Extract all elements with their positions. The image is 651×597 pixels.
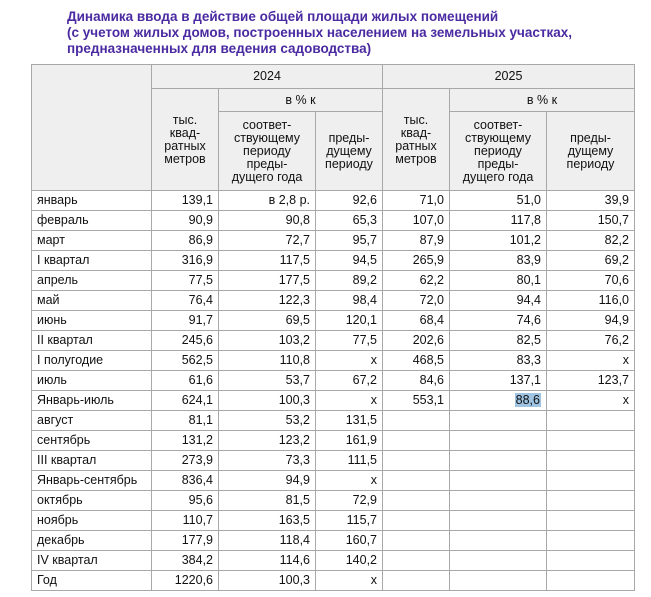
table-cell[interactable]: 202,6 bbox=[383, 331, 450, 351]
table-cell[interactable]: x bbox=[316, 391, 383, 411]
table-cell[interactable] bbox=[547, 471, 635, 491]
table-cell[interactable]: 61,6 bbox=[152, 371, 219, 391]
table-cell[interactable]: 92,6 bbox=[316, 191, 383, 211]
table-cell[interactable]: 100,3 bbox=[219, 391, 316, 411]
table-cell[interactable]: 77,5 bbox=[316, 331, 383, 351]
table-cell[interactable]: 98,4 bbox=[316, 291, 383, 311]
table-cell[interactable]: 114,6 bbox=[219, 551, 316, 571]
table-cell[interactable]: 177,5 bbox=[219, 271, 316, 291]
table-row bbox=[32, 491, 635, 511]
table-cell[interactable] bbox=[547, 451, 635, 471]
row-label[interactable]: январь bbox=[32, 191, 152, 211]
table-cell[interactable]: 316,9 bbox=[152, 251, 219, 271]
table-cell[interactable]: 69,5 bbox=[219, 311, 316, 331]
row-label[interactable]: III квартал bbox=[32, 451, 152, 471]
table-row bbox=[32, 411, 635, 431]
row-label[interactable]: сентябрь bbox=[32, 431, 152, 451]
table-row bbox=[32, 371, 635, 391]
title-line: предназначенных для ведения садоводства) bbox=[67, 41, 372, 56]
table-row bbox=[32, 251, 635, 271]
row-label[interactable]: I квартал bbox=[32, 251, 152, 271]
table-cell[interactable]: 53,2 bbox=[219, 411, 316, 431]
table-cell[interactable]: 80,1 bbox=[450, 271, 547, 291]
table-cell[interactable]: 72,7 bbox=[219, 231, 316, 251]
table-cell[interactable]: x bbox=[316, 571, 383, 591]
row-label[interactable]: II квартал bbox=[32, 331, 152, 351]
table-cell[interactable]: 70,6 bbox=[547, 271, 635, 291]
table-cell[interactable] bbox=[383, 451, 450, 471]
table-cell[interactable]: 131,5 bbox=[316, 411, 383, 431]
table-cell[interactable]: 95,6 bbox=[152, 491, 219, 511]
table-cell[interactable]: 94,4 bbox=[450, 291, 547, 311]
header-pct-2025: в % к bbox=[450, 89, 635, 112]
table-cell[interactable] bbox=[450, 551, 547, 571]
table-row bbox=[32, 451, 635, 471]
table-cell[interactable] bbox=[383, 511, 450, 531]
table-row bbox=[32, 351, 635, 371]
selected-cell-text: 88,6 bbox=[515, 393, 540, 407]
table-cell[interactable] bbox=[547, 551, 635, 571]
header-pct-2024: в % к bbox=[219, 89, 383, 112]
table-cell[interactable] bbox=[450, 531, 547, 551]
table-cell[interactable]: 71,0 bbox=[383, 191, 450, 211]
table-cell[interactable]: 836,4 bbox=[152, 471, 219, 491]
table-row bbox=[32, 331, 635, 351]
table-cell[interactable]: 81,1 bbox=[152, 411, 219, 431]
table-row bbox=[32, 231, 635, 251]
table-cell[interactable]: 107,0 bbox=[383, 211, 450, 231]
table-cell[interactable]: 139,1 bbox=[152, 191, 219, 211]
table-row bbox=[32, 511, 635, 531]
header-same-period-2025: соответ- ствующему периоду преды- дущего года bbox=[450, 112, 547, 191]
table-cell[interactable]: в 2,8 р. bbox=[219, 191, 316, 211]
row-label[interactable]: февраль bbox=[32, 211, 152, 231]
table-cell[interactable]: 82,5 bbox=[450, 331, 547, 351]
table-cell[interactable]: 76,2 bbox=[547, 331, 635, 351]
row-label[interactable]: IV квартал bbox=[32, 551, 152, 571]
table-cell[interactable] bbox=[547, 431, 635, 451]
row-label[interactable]: Год bbox=[32, 571, 152, 591]
row-label[interactable]: март bbox=[32, 231, 152, 251]
table-cell[interactable]: 100,3 bbox=[219, 571, 316, 591]
table-cell[interactable] bbox=[547, 571, 635, 591]
title-line: Динамика ввода в действие общей площади жилых помещений bbox=[67, 9, 499, 24]
table-cell[interactable]: 122,3 bbox=[219, 291, 316, 311]
table-cell[interactable]: 624,1 bbox=[152, 391, 219, 411]
table-cell[interactable]: 103,2 bbox=[219, 331, 316, 351]
table-cell[interactable]: 553,1 bbox=[383, 391, 450, 411]
table-cell[interactable]: 72,0 bbox=[383, 291, 450, 311]
table-cell[interactable]: 87,9 bbox=[383, 231, 450, 251]
table-cell[interactable]: x bbox=[547, 391, 635, 411]
table-row bbox=[32, 471, 635, 491]
table-cell[interactable]: 137,1 bbox=[450, 371, 547, 391]
table-cell[interactable] bbox=[383, 431, 450, 451]
table-cell[interactable]: 123,7 bbox=[547, 371, 635, 391]
header-units-2024: тыс. квад- ратных метров bbox=[152, 89, 219, 191]
table-cell[interactable]: 90,9 bbox=[152, 211, 219, 231]
header-row-years bbox=[32, 65, 635, 89]
table-cell[interactable]: 110,8 bbox=[219, 351, 316, 371]
table-cell[interactable]: 111,5 bbox=[316, 451, 383, 471]
table-cell[interactable] bbox=[450, 411, 547, 431]
table-cell[interactable] bbox=[450, 471, 547, 491]
table-cell[interactable] bbox=[383, 531, 450, 551]
row-label[interactable]: апрель bbox=[32, 271, 152, 291]
table-cell[interactable] bbox=[450, 511, 547, 531]
table-cell[interactable] bbox=[547, 511, 635, 531]
table-cell[interactable] bbox=[547, 491, 635, 511]
table-cell[interactable]: 273,9 bbox=[152, 451, 219, 471]
table-cell[interactable]: 83,9 bbox=[450, 251, 547, 271]
table-cell[interactable]: 161,9 bbox=[316, 431, 383, 451]
row-label[interactable]: Январь-сентябрь bbox=[32, 471, 152, 491]
table-cell[interactable]: 123,2 bbox=[219, 431, 316, 451]
table-cell[interactable]: 245,6 bbox=[152, 331, 219, 351]
table-cell[interactable]: 72,9 bbox=[316, 491, 383, 511]
header-year-2025: 2025 bbox=[383, 65, 635, 89]
table-cell[interactable]: 67,2 bbox=[316, 371, 383, 391]
header-year-2024: 2024 bbox=[152, 65, 383, 89]
row-label[interactable]: август bbox=[32, 411, 152, 431]
table-cell[interactable]: 265,9 bbox=[383, 251, 450, 271]
header-corner-cell bbox=[32, 65, 152, 191]
table-cell[interactable] bbox=[450, 431, 547, 451]
row-label[interactable]: декабрь bbox=[32, 531, 152, 551]
table-cell[interactable]: 69,2 bbox=[547, 251, 635, 271]
table-cell[interactable]: 160,7 bbox=[316, 531, 383, 551]
table-cell[interactable]: 68,4 bbox=[383, 311, 450, 331]
header-same-period-2024: соответ- ствующему периоду преды- дущего года bbox=[219, 112, 316, 191]
table-cell[interactable]: 83,3 bbox=[450, 351, 547, 371]
table-cell[interactable]: 81,5 bbox=[219, 491, 316, 511]
table-cell[interactable]: 177,9 bbox=[152, 531, 219, 551]
table-cell[interactable] bbox=[450, 571, 547, 591]
table-cell[interactable]: 94,5 bbox=[316, 251, 383, 271]
row-label[interactable]: ноябрь bbox=[32, 511, 152, 531]
table-cell[interactable]: x bbox=[316, 471, 383, 491]
table-cell[interactable]: 163,5 bbox=[219, 511, 316, 531]
table-cell[interactable]: 53,7 bbox=[219, 371, 316, 391]
header-units-2025: тыс. квад- ратных метров bbox=[383, 89, 450, 191]
table-cell[interactable]: 51,0 bbox=[450, 191, 547, 211]
table-row bbox=[32, 291, 635, 311]
table-cell[interactable]: x bbox=[547, 351, 635, 371]
table-cell[interactable]: 150,7 bbox=[547, 211, 635, 231]
table-cell[interactable]: 74,6 bbox=[450, 311, 547, 331]
table-cell[interactable]: x bbox=[316, 351, 383, 371]
table-cell[interactable]: 39,9 bbox=[547, 191, 635, 211]
table-row bbox=[32, 571, 635, 591]
table-cell[interactable]: 89,2 bbox=[316, 271, 383, 291]
table-cell[interactable]: 140,2 bbox=[316, 551, 383, 571]
row-label[interactable]: июль bbox=[32, 371, 152, 391]
table-row bbox=[32, 431, 635, 451]
table-cell[interactable]: 116,0 bbox=[547, 291, 635, 311]
table-cell[interactable]: 86,9 bbox=[152, 231, 219, 251]
table-cell[interactable]: 94,9 bbox=[219, 471, 316, 491]
table-cell[interactable]: 77,5 bbox=[152, 271, 219, 291]
table-title bbox=[67, 9, 647, 57]
table-cell[interactable]: 468,5 bbox=[383, 351, 450, 371]
table-cell[interactable] bbox=[547, 531, 635, 551]
table-cell[interactable]: 117,5 bbox=[219, 251, 316, 271]
table-cell[interactable]: 95,7 bbox=[316, 231, 383, 251]
table-cell[interactable]: 120,1 bbox=[316, 311, 383, 331]
selected-cell[interactable] bbox=[450, 391, 547, 411]
table-cell[interactable] bbox=[383, 571, 450, 591]
table-cell[interactable]: 118,4 bbox=[219, 531, 316, 551]
table-cell[interactable]: 91,7 bbox=[152, 311, 219, 331]
table-row bbox=[32, 551, 635, 571]
table-cell[interactable]: 562,5 bbox=[152, 351, 219, 371]
table-cell[interactable] bbox=[383, 551, 450, 571]
table-cell[interactable]: 90,8 bbox=[219, 211, 316, 231]
table-cell[interactable]: 84,6 bbox=[383, 371, 450, 391]
table-cell[interactable] bbox=[383, 471, 450, 491]
table-cell[interactable]: 131,2 bbox=[152, 431, 219, 451]
table-cell[interactable]: 76,4 bbox=[152, 291, 219, 311]
title-line: (с учетом жилых домов, построенных населением на земельных участках, bbox=[67, 25, 573, 40]
table-row bbox=[32, 191, 635, 211]
table-cell[interactable]: 73,3 bbox=[219, 451, 316, 471]
row-label[interactable]: Январь-июль bbox=[32, 391, 152, 411]
table-cell[interactable]: 65,3 bbox=[316, 211, 383, 231]
table-row bbox=[32, 271, 635, 291]
table-cell[interactable] bbox=[450, 451, 547, 471]
table-cell[interactable] bbox=[450, 491, 547, 511]
table-row bbox=[32, 531, 635, 551]
table-cell[interactable]: 94,9 bbox=[547, 311, 635, 331]
row-label[interactable]: октябрь bbox=[32, 491, 152, 511]
table-cell[interactable]: 82,2 bbox=[547, 231, 635, 251]
row-label[interactable]: I полугодие bbox=[32, 351, 152, 371]
table-cell[interactable] bbox=[547, 411, 635, 431]
header-prev-period-2025: преды- дущему периоду bbox=[547, 112, 635, 191]
table-cell[interactable]: 117,8 bbox=[450, 211, 547, 231]
table-cell[interactable] bbox=[383, 491, 450, 511]
table-cell[interactable] bbox=[383, 411, 450, 431]
table-cell[interactable]: 110,7 bbox=[152, 511, 219, 531]
table-row bbox=[32, 311, 635, 331]
row-label[interactable]: июнь bbox=[32, 311, 152, 331]
housing-commissioning-table bbox=[31, 64, 635, 591]
table-cell[interactable]: 62,2 bbox=[383, 271, 450, 291]
table-cell[interactable]: 384,2 bbox=[152, 551, 219, 571]
table-row bbox=[32, 211, 635, 231]
table-cell[interactable]: 1220,6 bbox=[152, 571, 219, 591]
table-cell[interactable]: 101,2 bbox=[450, 231, 547, 251]
table-row bbox=[32, 391, 635, 411]
table-cell[interactable]: 115,7 bbox=[316, 511, 383, 531]
header-prev-period-2024: преды- дущему периоду bbox=[316, 112, 383, 191]
row-label[interactable]: май bbox=[32, 291, 152, 311]
